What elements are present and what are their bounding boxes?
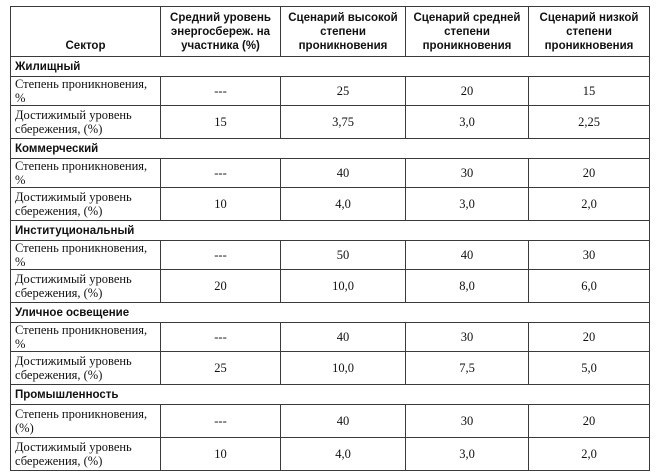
cell-high: 50: [281, 241, 406, 270]
table-row: [11, 188, 650, 221]
cell-high: 10,0: [281, 270, 406, 303]
table-row: [11, 352, 650, 385]
table-row: [11, 323, 650, 352]
cell-avg: 10: [161, 438, 281, 471]
row-label: Достижимый уровень сбережения, (%): [11, 438, 161, 471]
section-row: [11, 385, 650, 405]
cell-high: 40: [281, 323, 406, 352]
cell-low: 20: [529, 159, 650, 188]
header-mid-scenario: Сценарий средней степени проникновения: [406, 7, 529, 57]
table-row: [11, 405, 650, 438]
cell-avg: ---: [161, 405, 281, 438]
cell-low: 20: [529, 323, 650, 352]
cell-avg: ---: [161, 323, 281, 352]
cell-low: 15: [529, 77, 650, 106]
cell-mid: 40: [406, 241, 529, 270]
row-label: Степень проникновения, %: [11, 323, 161, 352]
table-header-row: [11, 7, 650, 57]
cell-high: 10,0: [281, 352, 406, 385]
row-label: Степень проникновения, %: [11, 77, 161, 106]
cell-mid: 30: [406, 405, 529, 438]
section-row: [11, 57, 650, 77]
table-row: [11, 270, 650, 303]
cell-low: 2,0: [529, 438, 650, 471]
row-label: Достижимый уровень сбережения, (%): [11, 352, 161, 385]
row-label: Достижимый уровень сбережения, (%): [11, 270, 161, 303]
row-label: Достижимый уровень сбережения, (%): [11, 106, 161, 139]
header-low-scenario: Сценарий низкой степени проникновения: [529, 7, 650, 57]
row-label: Степень проникновения, %: [11, 241, 161, 270]
cell-avg: ---: [161, 159, 281, 188]
cell-mid: 3,0: [406, 438, 529, 471]
cell-mid: 3,0: [406, 106, 529, 139]
cell-avg: ---: [161, 77, 281, 106]
cell-low: 2,0: [529, 188, 650, 221]
cell-low: 2,25: [529, 106, 650, 139]
section-title: Жилищный: [11, 57, 650, 77]
section-title: Уличное освещение: [11, 303, 650, 323]
table-row: [11, 106, 650, 139]
cell-avg: 25: [161, 352, 281, 385]
section-title: Промышленность: [11, 385, 650, 405]
row-label: Степень проникновения, (%): [11, 405, 161, 438]
cell-avg: 20: [161, 270, 281, 303]
cell-high: 25: [281, 77, 406, 106]
document-table-wrapper: [10, 6, 650, 471]
cell-low: 30: [529, 241, 650, 270]
cell-avg: 10: [161, 188, 281, 221]
cell-high: 40: [281, 159, 406, 188]
table-row: [11, 77, 650, 106]
energy-savings-table: [10, 6, 650, 471]
cell-mid: 30: [406, 323, 529, 352]
header-avg-savings: Средний уровень энергосбереж. на участника (%): [161, 7, 281, 57]
cell-low: 5,0: [529, 352, 650, 385]
table-row: [11, 241, 650, 270]
cell-mid: 20: [406, 77, 529, 106]
cell-high: 40: [281, 405, 406, 438]
section-row: [11, 303, 650, 323]
header-sector: Сектор: [11, 7, 161, 57]
cell-mid: 30: [406, 159, 529, 188]
cell-mid: 3,0: [406, 188, 529, 221]
section-row: [11, 139, 650, 159]
table-row: [11, 438, 650, 471]
cell-high: 3,75: [281, 106, 406, 139]
cell-avg: 15: [161, 106, 281, 139]
cell-mid: 8,0: [406, 270, 529, 303]
row-label: Достижимый уровень сбережения, (%): [11, 188, 161, 221]
section-title: Институциональный: [11, 221, 650, 241]
table-row: [11, 159, 650, 188]
section-row: [11, 221, 650, 241]
cell-high: 4,0: [281, 438, 406, 471]
cell-mid: 7,5: [406, 352, 529, 385]
cell-high: 4,0: [281, 188, 406, 221]
cell-low: 6,0: [529, 270, 650, 303]
cell-avg: ---: [161, 241, 281, 270]
cell-low: 20: [529, 405, 650, 438]
header-high-scenario: Сценарий высокой степени проникновения: [281, 7, 406, 57]
row-label: Степень проникновения, %: [11, 159, 161, 188]
section-title: Коммерческий: [11, 139, 650, 159]
